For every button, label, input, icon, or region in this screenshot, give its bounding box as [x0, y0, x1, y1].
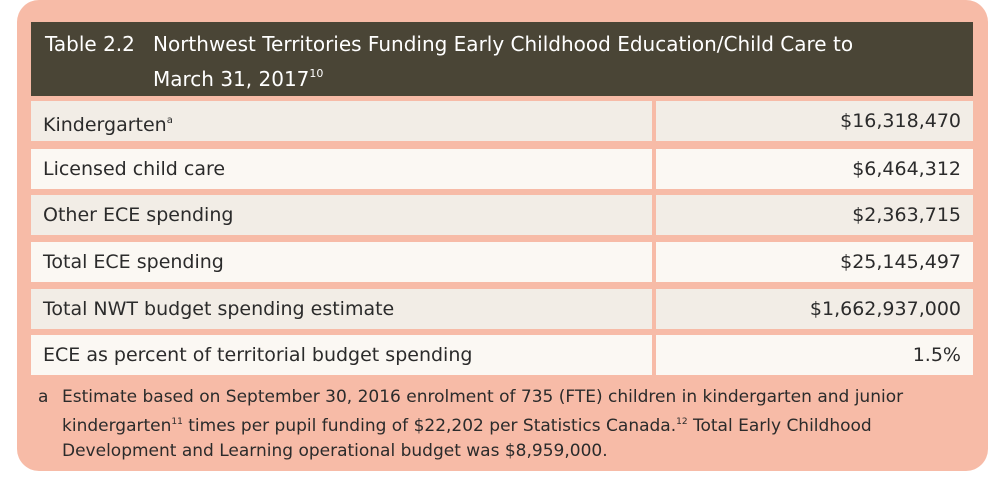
table-row-ece-percent — [31, 335, 973, 375]
table-title-date: March 31, 2017 — [153, 67, 310, 91]
row-label-cell — [31, 101, 652, 141]
row-value: $25,145,497 — [840, 251, 961, 273]
row-value-cell — [656, 101, 973, 141]
row-value-cell — [656, 149, 973, 189]
row-value-cell — [656, 242, 973, 282]
row-value-cell — [656, 289, 973, 329]
footnote-marker: a — [38, 387, 49, 407]
row-label: Other ECE spending — [43, 204, 234, 226]
table-title-text: Northwest Territories Funding Early Childhood Education/Child Care to — [153, 32, 854, 56]
row-value: 1.5% — [912, 344, 961, 366]
row-value: $16,318,470 — [840, 110, 961, 132]
table-row-total-nwt-budget — [31, 289, 973, 329]
row-value-cell — [656, 195, 973, 235]
row-value: $1,662,937,000 — [809, 298, 961, 320]
row-label-cell — [31, 335, 652, 375]
row-label-cell — [31, 289, 652, 329]
row-label: Licensed child care — [43, 158, 226, 180]
footnote-text-part-3: Total Early Childhood Development and Learning operational budget was $8,959,000. — [62, 416, 872, 461]
row-label: Total ECE spending — [43, 251, 224, 273]
row-label: ECE as percent of territorial budget spending — [43, 344, 473, 366]
table-number: Table 2.2 — [45, 32, 135, 56]
footnote-text-part-1: Estimate based on September 30, 2016 enrolment of 735 (FTE) children in kindergarten and junior kindergarten — [62, 387, 904, 436]
table-row-other-ece-spending — [31, 195, 973, 235]
table-row-total-ece-spending — [31, 242, 973, 282]
row-footnote-marker: a — [166, 115, 173, 126]
footnote-reference-12: 12 — [676, 417, 688, 427]
row-label-cell — [31, 195, 652, 235]
footnote-text — [62, 385, 958, 464]
row-label: Kindergarten — [43, 114, 167, 136]
table-footnote — [38, 385, 958, 464]
footnote-text-part-2: times per pupil funding of $22,202 per Statistics Canada. — [182, 416, 677, 436]
footnote-reference-11: 11 — [171, 417, 183, 427]
row-label-cell — [31, 149, 652, 189]
row-label: Total NWT budget spending estimate — [43, 298, 395, 320]
table-title-line-1 — [45, 29, 973, 59]
row-value-cell — [656, 335, 973, 375]
row-value: $6,464,312 — [852, 158, 961, 180]
table-header — [31, 22, 973, 96]
row-label-cell — [31, 242, 652, 282]
table-row-kindergarten — [31, 101, 973, 141]
table-row-licensed-child-care — [31, 149, 973, 189]
title-reference-superscript: 10 — [309, 67, 324, 80]
table-title-line-2 — [45, 59, 973, 94]
row-value: $2,363,715 — [852, 204, 961, 226]
